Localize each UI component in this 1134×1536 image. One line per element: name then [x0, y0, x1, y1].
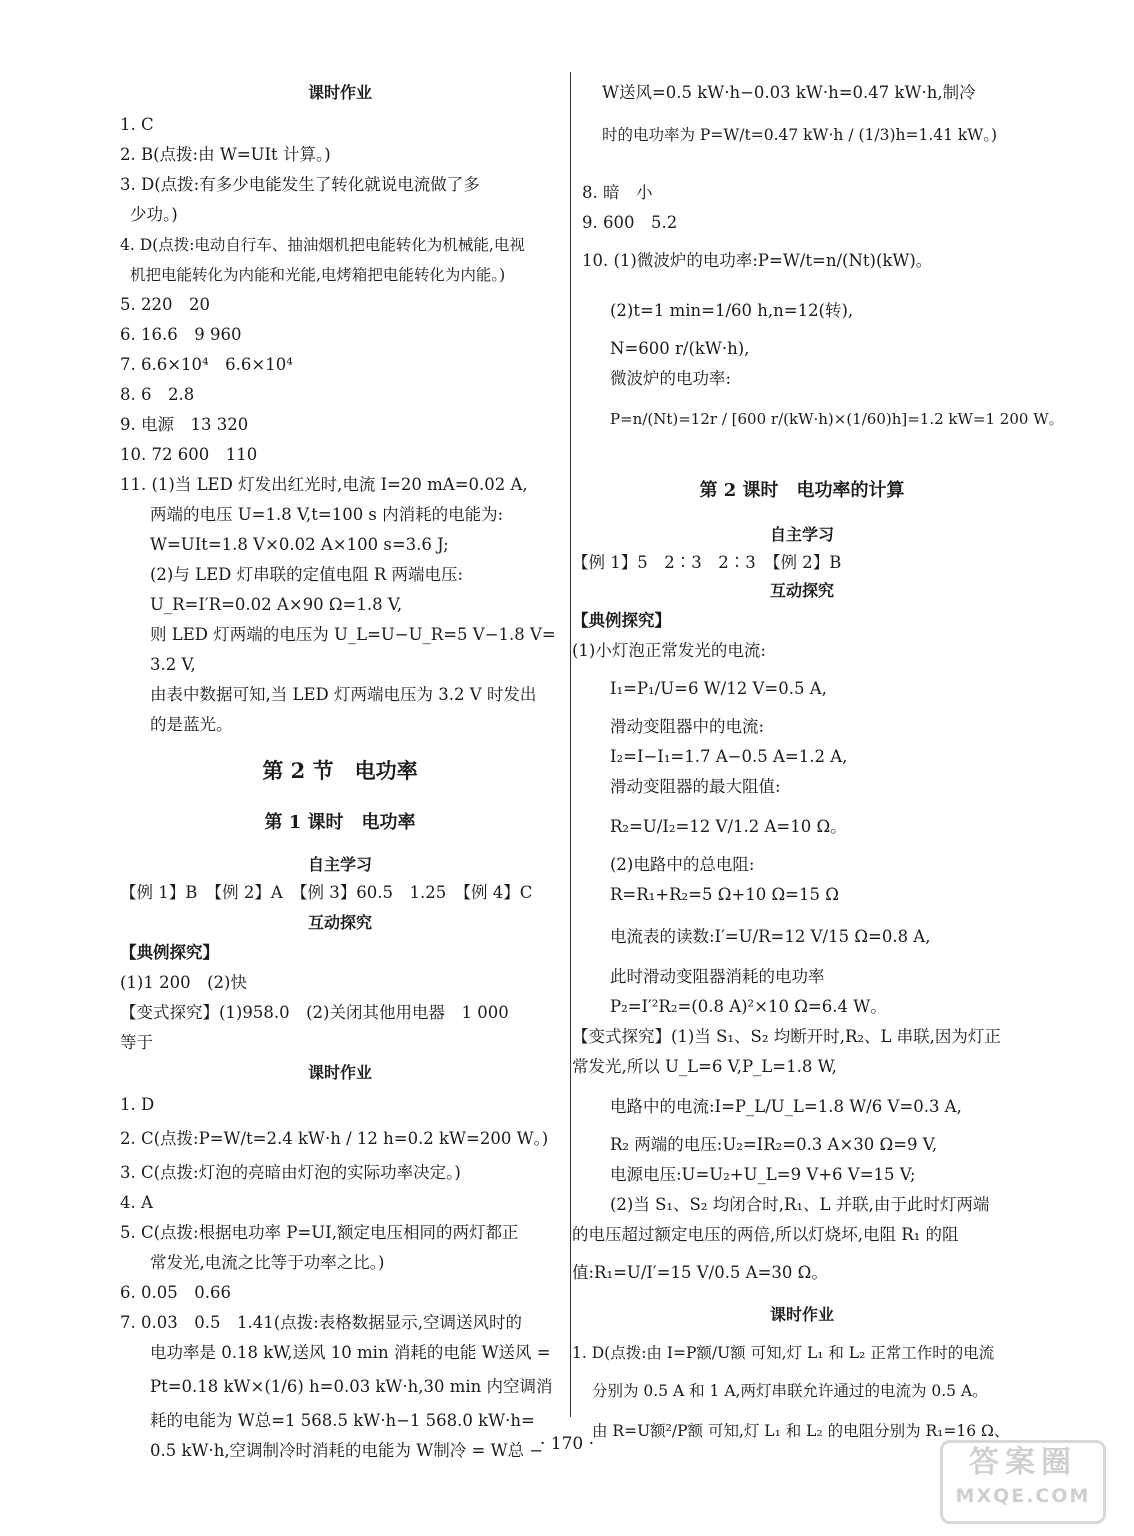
answer-line: 9. 电源 13 320	[120, 415, 249, 434]
answer-line: W送风=0.5 kW·h−0.03 kW·h=0.47 kW·h,制冷	[602, 83, 976, 102]
answer-line: 耗的电能为 W总=1 568.5 kW·h−1 568.0 kW·h=	[150, 1411, 535, 1430]
answer-line: 3.2 V,	[150, 655, 196, 674]
answer-line: 0.5 kW·h,空调制冷时消耗的电能为 W制冷 = W总 −	[150, 1441, 544, 1460]
answer-line: 电路中的电流:I=P_L/U_L=1.8 W/6 V=0.3 A,	[610, 1097, 962, 1116]
answer-line: 电功率是 0.18 kW,送风 10 min 消耗的电能 W送风 =	[150, 1343, 551, 1362]
answer-line: P₂=I′²R₂=(0.8 A)²×10 Ω=6.4 W。	[610, 997, 887, 1016]
lesson-heading: 第 1 课时 电功率	[264, 812, 416, 833]
answer-line: I₁=P₁/U=6 W/12 V=0.5 A,	[610, 679, 827, 698]
answer-line: 值:R₁=U/I′=15 V/0.5 A=30 Ω。	[572, 1263, 828, 1282]
lesson-heading: 第 2 课时 电功率的计算	[699, 480, 905, 501]
answer-line: 6. 16.6 9 960	[120, 325, 242, 344]
answer-line: 4. A	[120, 1193, 153, 1212]
answer-line: 9. 600 5.2	[582, 213, 678, 232]
answer-line: 滑动变阻器的最大阻值:	[610, 777, 781, 796]
answer-line: 5. C(点拨:根据电功率 P=UI,额定电压相同的两灯都正	[120, 1223, 519, 1242]
answer-line: 的电压超过额定电压的两倍,所以灯烧坏,电阻 R₁ 的阻	[572, 1225, 959, 1244]
answer-line: R₂=U/I₂=12 V/1.2 A=10 Ω。	[610, 817, 847, 836]
answer-line: R₂ 两端的电压:U₂=IR₂=0.3 A×30 Ω=9 V,	[610, 1135, 938, 1154]
answer-line: 7. 0.03 0.5 1.41(点拨:表格数据显示,空调送风时的	[120, 1313, 522, 1332]
answer-line: 两端的电压 U=1.8 V,t=100 s 内消耗的电能为:	[150, 505, 504, 524]
answer-line: I₂=I−I₁=1.7 A−0.5 A=1.2 A,	[610, 747, 848, 766]
heading-homework: 课时作业	[769, 1305, 834, 1324]
watermark-title: 答案圈	[969, 1445, 1077, 1480]
answer-line: 电流表的读数:I′=U/R=12 V/15 Ω=0.8 A,	[610, 927, 931, 946]
answer-line: 时的电功率为 P=W/t=0.47 kW·h / (1/3)h=1.41 kW。)	[602, 126, 998, 144]
answer-line: (2)电路中的总电阻:	[610, 855, 755, 874]
answer-line: U_R=I′R=0.02 A×90 Ω=1.8 V,	[150, 595, 403, 614]
answer-line: 少功。)	[130, 205, 178, 224]
heading-self-study: 自主学习	[307, 855, 372, 874]
page-number: · 170 ·	[539, 1434, 595, 1454]
answer-line: (1)小灯泡正常发光的电流:	[572, 641, 766, 660]
answer-line: 常发光,电流之比等于功率之比。)	[150, 1253, 385, 1272]
answer-line: 8. 6 2.8	[120, 385, 195, 404]
answer-line: 10. 72 600 110	[120, 445, 258, 464]
watermark-logo	[940, 1440, 1106, 1524]
answer-line: (1)1 200 (2)快	[120, 973, 247, 992]
answer-line: W=UIt=1.8 V×0.02 A×100 s=3.6 J;	[150, 535, 449, 554]
answer-line: (2)t=1 min=1/60 h,n=12(转),	[610, 301, 854, 320]
answer-line: 由 R=U额²/P额 可知,灯 L₁ 和 L₂ 的电阻分别为 R₁=16 Ω、	[592, 1422, 1010, 1440]
answer-line: 微波炉的电功率:	[610, 369, 732, 388]
answer-line: 5. 220 20	[120, 295, 210, 314]
heading-homework: 课时作业	[307, 83, 372, 102]
heading-self-study: 自主学习	[769, 525, 834, 544]
section-heading: 第 2 节 电功率	[262, 758, 418, 783]
answer-line: 滑动变阻器中的电流:	[610, 717, 765, 736]
label-typical: 【典例探究】	[120, 943, 219, 962]
answer-line: 1. C	[120, 115, 154, 134]
answer-line: 此时滑动变阻器消耗的电功率	[610, 967, 825, 986]
answer-line: 分别为 0.5 A 和 1 A,两灯串联允许通过的电流为 0.5 A。	[592, 1382, 988, 1400]
column-divider	[570, 72, 571, 1417]
answer-line: 8. 暗 小	[582, 183, 653, 202]
answer-line: 【例 1】5 2∶3 2∶3 【例 2】B	[572, 553, 842, 572]
heading-homework: 课时作业	[307, 1063, 372, 1082]
answer-line: 1. D(点拨:由 I=P额/U额 可知,灯 L₁ 和 L₂ 正常工作时的电流	[572, 1344, 995, 1362]
answer-line: 电源电压:U=U₂+U_L=9 V+6 V=15 V;	[610, 1165, 916, 1184]
answer-line: R=R₁+R₂=5 Ω+10 Ω=15 Ω	[610, 885, 839, 904]
heading-interactive: 互动探究	[769, 581, 834, 600]
answer-line: 则 LED 灯两端的电压为 U_L=U−U_R=5 V−1.8 V=	[150, 625, 556, 644]
answer-line: 11. (1)当 LED 灯发出红光时,电流 I=20 mA=0.02 A,	[120, 475, 528, 494]
answer-line: 2. B(点拨:由 W=UIt 计算。)	[120, 145, 331, 164]
answer-line: N=600 r/(kW·h),	[610, 339, 750, 358]
label-typical: 【典例探究】	[572, 611, 671, 630]
answer-line: 7. 6.6×10⁴ 6.6×10⁴	[120, 355, 293, 374]
answer-line: 机把电能转化为内能和光能,电烤箱把电能转化为内能。)	[130, 266, 506, 284]
answer-line: 4. D(点拨:电动自行车、抽油烟机把电能转化为机械能,电视	[120, 236, 525, 254]
answer-line: 【例 1】B 【例 2】A 【例 3】60.5 1.25 【例 4】C	[120, 883, 533, 902]
answer-line: 由表中数据可知,当 LED 灯两端电压为 3.2 V 时发出	[150, 685, 537, 704]
answer-line: 常发光,所以 U_L=6 V,P_L=1.8 W,	[572, 1057, 837, 1076]
answer-line: Pt=0.18 kW×(1/6) h=0.03 kW·h,30 min 内空调消	[150, 1377, 553, 1396]
answer-line: 等于	[120, 1033, 153, 1052]
answer-line: 3. C(点拨:灯泡的亮暗由灯泡的实际功率决定。)	[120, 1163, 461, 1182]
answer-line: P=n/(Nt)=12r / [600 r/(kW·h)×(1/60)h]=1.2 kW=1 200 W。	[610, 410, 1064, 428]
answer-line: 1. D	[120, 1095, 155, 1114]
answer-line: 10. (1)微波炉的电功率:P=W/t=n/(Nt)(kW)。	[582, 251, 933, 270]
answer-line: 的是蓝光。	[150, 715, 233, 734]
heading-interactive: 互动探究	[307, 913, 372, 932]
answer-line: 【变式探究】(1)958.0 (2)关闭其他用电器 1 000	[120, 1003, 509, 1022]
answer-line: 6. 0.05 0.66	[120, 1283, 231, 1302]
answer-line: 【变式探究】(1)当 S₁、S₂ 均断开时,R₂、L 串联,因为灯正	[572, 1027, 1001, 1046]
answer-line: (2)与 LED 灯串联的定值电阻 R 两端电压:	[150, 565, 464, 584]
watermark-url: MXQE.COM	[955, 1485, 1091, 1507]
answer-line: 2. C(点拨:P=W/t=2.4 kW·h / 12 h=0.2 kW=200 W。)	[120, 1129, 549, 1148]
answer-line: 3. D(点拨:有多少电能发生了转化就说电流做了多	[120, 175, 480, 194]
answer-line: (2)当 S₁、S₂ 均闭合时,R₁、L 并联,由于此时灯两端	[610, 1195, 990, 1214]
